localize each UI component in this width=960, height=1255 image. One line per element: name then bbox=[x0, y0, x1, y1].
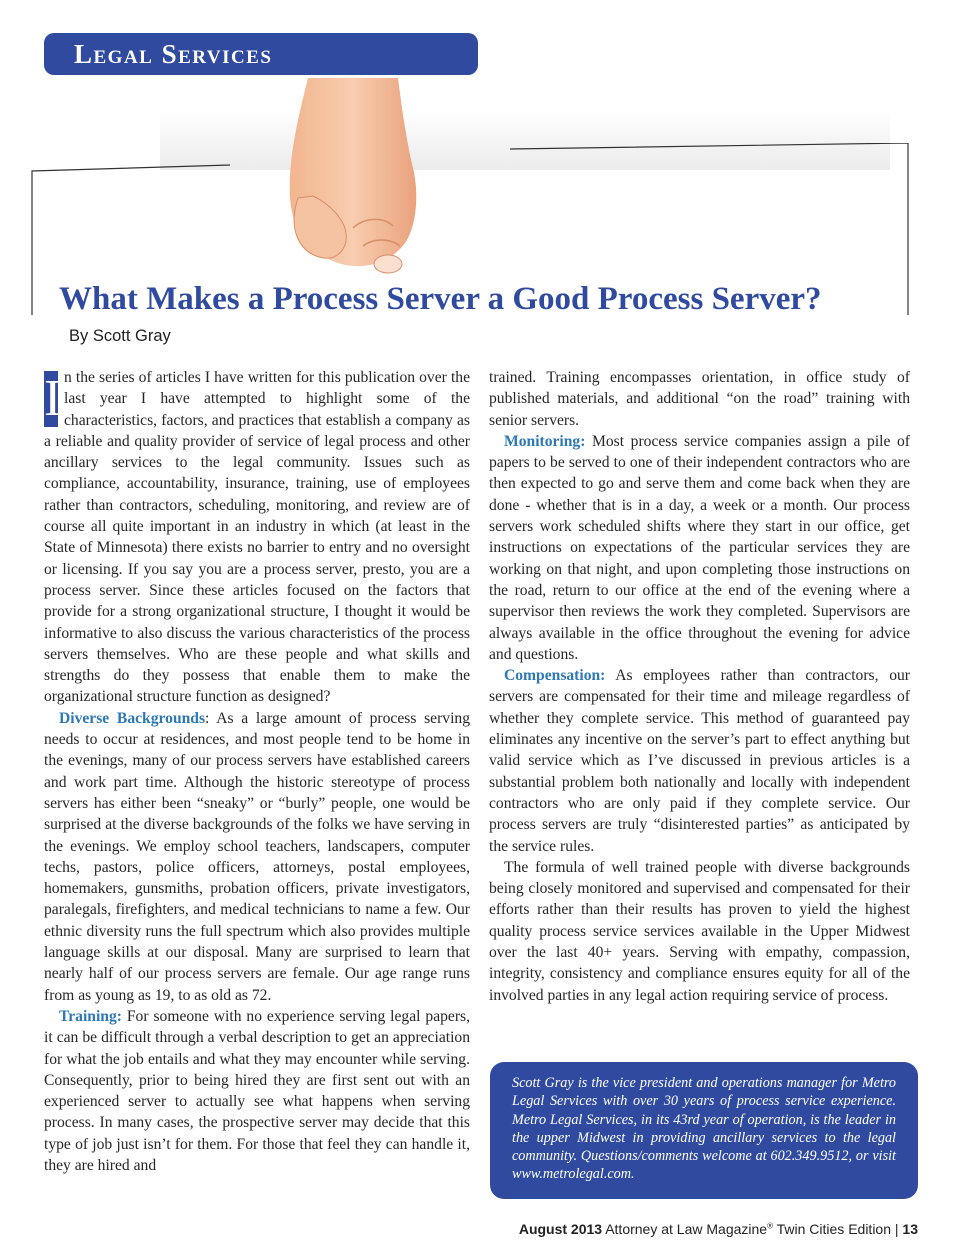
article-paragraph-diverse bbox=[44, 708, 470, 1006]
article-paragraph-closing: The formula of well trained people with diverse backgrounds being closely monitored and supervised and compensated for their efforts rather than their results has proven to yield the highest quality process service services available in the Upper Midwest over the last 40+ years. Serving with empathy, compassion, integrity, consistency and compliance ensures equity for all of the involved parties in any legal action requiring service of process. bbox=[489, 858, 910, 1004]
compensation-text: As employees rather than contractors, our servers are compensated for their time and mileage regardless of whether they complete service. This method of guaranteed pay eliminates any incentive on the server’s part to effect anything but valid service which as I’ve discussed in previous articles is a substantial problem both nationally and locally with independent contractors who are only paid if they complete service. Our process servers are truly “disinterested parties” as anticipated by the service rules. bbox=[489, 667, 910, 855]
section-banner-label: Legal Services bbox=[74, 39, 273, 69]
footer-registered-mark: ® bbox=[767, 1221, 773, 1231]
article-paragraph-training-cont: trained. Training encompasses orientation, in office study of published materials, and additional “on the road” training with senior servers. bbox=[489, 369, 910, 429]
training-label: Training: bbox=[59, 1007, 122, 1025]
footer-date: August 2013 bbox=[518, 1221, 603, 1237]
article-column-right bbox=[489, 367, 910, 1006]
intro-text: n the series of articles I have written for this publication over the last year I have attempted to highlight some of the characteristics, factors, and practices that establish a company as a reliable and quality provider of service of legal process and other ancillary services to the legal community. Issues such as compliance, accountability, insurance, training, use of employees rather than contractors, scheduling, monitoring, and review are of course all quite important in an industry in which (at least in the State of Minnesota) there exists no barrier to entry and no oversight or licensing. If you say you are a process server, presto, you are a process server. Since these articles focused on the factors that provide for a strong organizational structure, I thought it would be informative to also discuss the various characteristics of the process servers themselves. Who are these people and what skills and strengths do they possess that enable them to make the organizational structure function as designed? bbox=[44, 369, 470, 706]
article-title: What Makes a Process Server a Good Process Server? bbox=[59, 281, 822, 317]
training-text: For someone with no experience serving legal papers, it can be difficult through a verbal description to get an appreciation for what the job entails and what they may encounter while serving. Consequently, prior to being hired they are first sent out with an experienced server to actually see what happens when serving process. In many cases, the prospective server may decide that this type of job just isn’t for them. For those that feel they can handle it, they are hired and bbox=[44, 1007, 470, 1174]
author-bio-box bbox=[490, 1062, 918, 1199]
footer-publication: Attorney at Law Magazine bbox=[605, 1221, 768, 1237]
article-byline: By Scott Gray bbox=[69, 327, 171, 345]
article-paragraph-monitoring bbox=[489, 431, 910, 665]
footer-page-number: 13 bbox=[902, 1221, 918, 1237]
monitoring-label: Monitoring: bbox=[504, 432, 586, 450]
article-column-left bbox=[44, 367, 470, 1176]
hand-holding-paper-icon bbox=[268, 78, 428, 288]
page-footer bbox=[519, 1221, 918, 1237]
monitoring-text: Most process service companies assign a pile of papers to be served to one of their independent contractors who are then expected to go and serve them and come back when they are done - whether that is in a day, a week or a month. Our process servers work scheduled shifts where they start in our office, get instructions on expectations of the particular services they are working on that night, and upon completing those instructions on the road, return to our office at the end of the evening where a supervisor then reviews the work they completed. Supervisors are always available in the office throughout the evening for advice and questions. bbox=[489, 432, 910, 663]
author-bio-text: Scott Gray is the vice president and operations manager for Metro Legal Services with over 30 years of process service experience. Metro Legal Services, in its 43rd year of operation, is the leader in the upper Midwest in providing ancillary services to the legal community. Questions/comments welcome at 602.349.9512, or visit www.metrolegal.com. bbox=[512, 1075, 896, 1183]
article-paragraph-compensation bbox=[489, 665, 910, 857]
article-paragraph-training bbox=[44, 1006, 470, 1176]
article-paragraph-intro bbox=[44, 367, 470, 708]
compensation-label: Compensation: bbox=[504, 667, 606, 685]
drop-cap: I bbox=[44, 370, 62, 427]
footer-edition: Twin Cities Edition | bbox=[776, 1221, 899, 1237]
section-banner bbox=[44, 33, 478, 75]
diverse-backgrounds-text: : As a large amount of process serving needs to occur at residences, and most people tend to be home in the evenings, many of our process servers have established careers and work part time. Although the historic stereotype of process servers has either been “sneaky” or “burly” people, one would be surprised at the diverse backgrounds of the folks we have serving in the evenings. We employ school teachers, landscapers, computer techs, pastors, police officers, attorneys, postal employees, homemakers, gunsmiths, probation officers, private investigators, paralegals, firefighters, and medical technicians to name a few. Our ethnic diversity runs the full spectrum which also provides multiple language skills at our disposal. Many are surprised to learn that nearly half of our process servers are female. Our age range runs from as young as 19, to as old as 72. bbox=[44, 709, 470, 1004]
diverse-backgrounds-label: Diverse Backgrounds bbox=[59, 709, 206, 727]
